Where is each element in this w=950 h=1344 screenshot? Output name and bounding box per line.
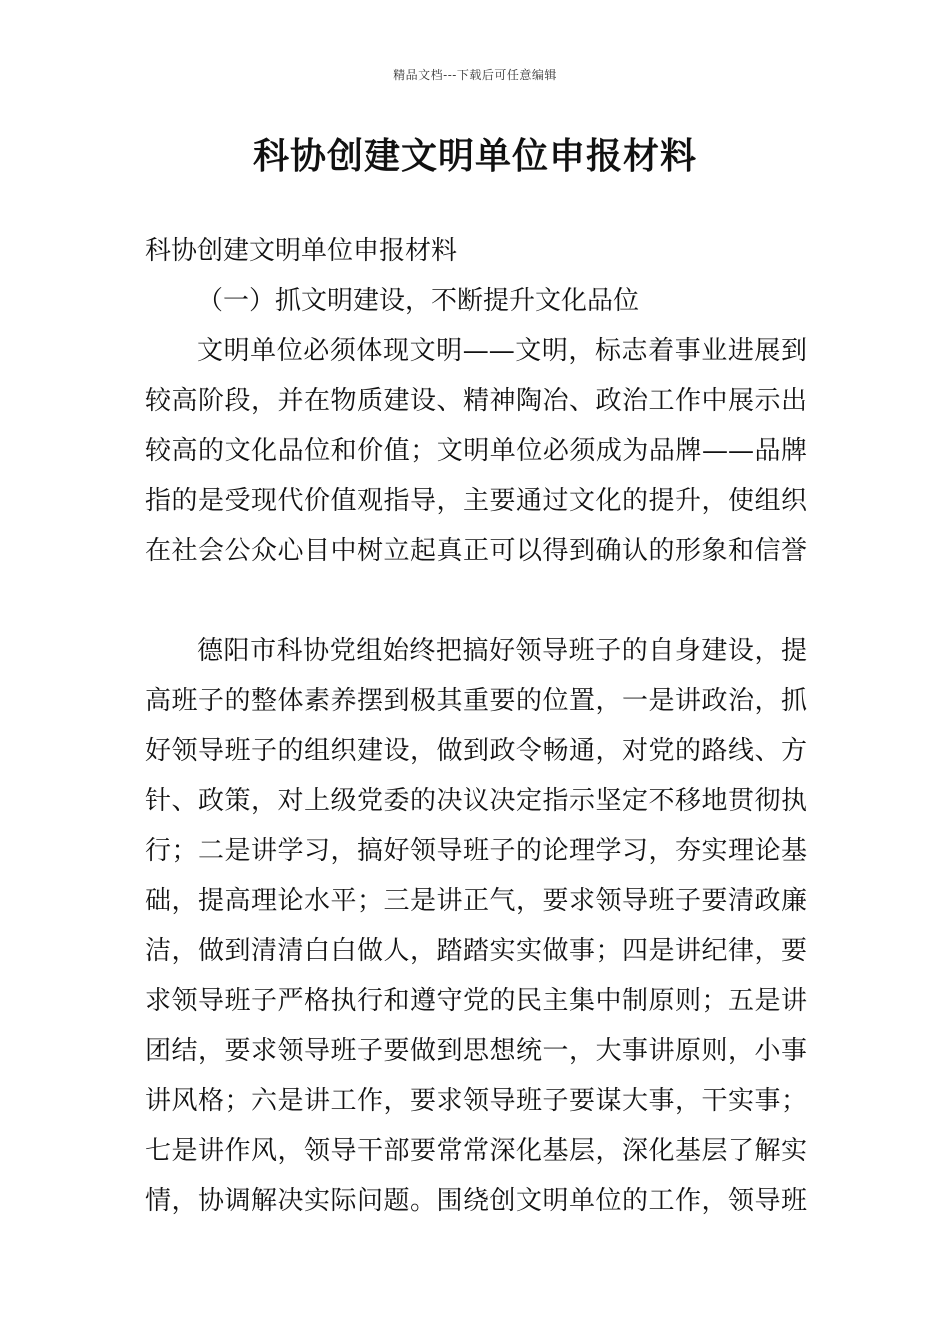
subtitle: 科协创建文明单位申报材料 (145, 236, 458, 266)
paragraph-line: 在社会公众心目中树立起真正可以得到确认的形象和信誉 (145, 536, 807, 566)
document-body (145, 226, 807, 1226)
paragraph-line: 指的是受现代价值观指导，主要通过文化的提升，使组织 (145, 486, 807, 516)
paragraph-line: 针、政策，对上级党委的决议决定指示坚定不移地贯彻执 (145, 786, 807, 816)
paragraph-line: 情，协调解决实际问题。围绕创文明单位的工作，领导班 (145, 1186, 807, 1216)
paragraph-line: 础，提高理论水平；三是讲正气，要求领导班子要清政廉 (145, 886, 807, 916)
paragraph-line: 行；二是讲学习，搞好领导班子的论理学习，夯实理论基 (145, 836, 807, 866)
document-title: 科协创建文明单位申报材料 (252, 135, 697, 177)
paragraph-line: 高班子的整体素养摆到极其重要的位置，一是讲政治，抓 (145, 686, 807, 716)
section-heading: （一）抓文明建设，不断提升文化品位 (197, 286, 640, 316)
paragraph-line: 团结，要求领导班子要做到思想统一，大事讲原则，小事 (145, 1036, 807, 1066)
paragraph-line: 洁，做到清清白白做人，踏踏实实做事；四是讲纪律，要 (145, 936, 807, 966)
paragraph-1 (145, 326, 807, 576)
paragraph-line: 好领导班子的组织建设，做到政令畅通，对党的路线、方 (145, 736, 807, 766)
paragraph-2 (145, 626, 807, 1226)
paragraph-line: 七是讲作风，领导干部要常常深化基层，深化基层了解实 (145, 1136, 807, 1166)
paragraph-line: 求领导班子严格执行和遵守党的民主集中制原则；五是讲 (145, 986, 807, 1016)
paragraph-line: 德阳市科协党组始终把搞好领导班子的自身建设，提 (197, 636, 807, 666)
paragraph-line: 较高的文化品位和价值；文明单位必须成为品牌——品牌 (145, 436, 807, 466)
paragraph-line: 讲风格；六是讲工作，要求领导班子要谋大事，干实事； (145, 1086, 807, 1116)
paragraph-line: 较高阶段，并在物质建设、精神陶冶、政治工作中展示出 (145, 386, 807, 416)
header-note: 精品文档---下载后可任意编辑 (393, 68, 557, 82)
paragraph-line: 文明单位必须体现文明——文明，标志着事业进展到 (197, 336, 807, 366)
paragraph-gap (145, 576, 807, 626)
